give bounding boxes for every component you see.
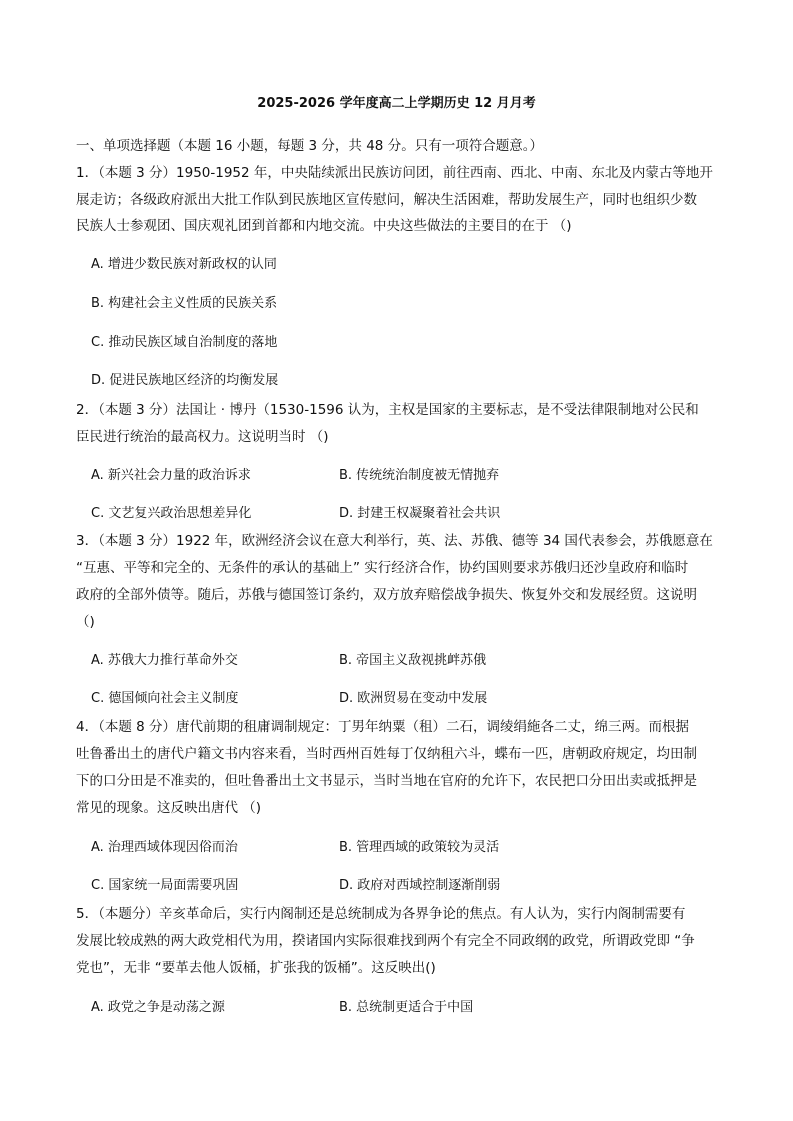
q3-stem-line-1: 3．（本题 3 分）1922 年，欧洲经济会议在意大利举行，英、法、苏俄、德等 34 国代表参会，苏俄愿意在 [76,533,713,549]
q1-stem-line-2: 展走访；各级政府派出大批工作队到民族地区宣传慰问，解决生活困难，帮助发展生产，同时也组织少数 [76,192,697,208]
q2-stem-line-1: 2．（本题 3 分）法国让 · 博丹（1530-1596 认为，主权是国家的主要标志，是不受法律限制地对公民和 [76,402,699,418]
q2-stem-line-2: 臣民进行统治的最高权力。这说明当时 （) [76,429,329,445]
q2-option-b: B. 传统统治制度被无情抛弃 [339,468,500,483]
q3-stem-line-3: 政府的全部外债等。随后，苏俄与德国签订条约，双方放弃赔偿战争损失、恢复外交和发展经贸。这说明 [76,587,697,603]
q4-option-a: A. 治理西域体现因俗而治 [91,840,238,855]
q4-option-b: B. 管理西域的政策较为灵活 [339,840,500,855]
q5-stem-line-2: 发展比较成熟的两大政党相代为用，揆诸国内实际很难找到两个有完全不同政纲的政党，所谓政党即 “争 [76,933,695,949]
q5-option-a: A. 政党之争是动荡之源 [91,1000,225,1015]
q3-option-c: C. 德国倾向社会主义制度 [91,691,239,706]
q2-option-c: C. 文艺复兴政治思想差异化 [91,506,252,521]
q5-stem-line-1: 5．（本题分）辛亥革命后，实行内阁制还是总统制成为各界争论的焦点。有人认为，实行内阁制需要有 [76,906,686,922]
q3-option-a: A. 苏俄大力推行革命外交 [91,653,238,668]
q3-option-d: D. 欧洲贸易在变动中发展 [339,691,488,706]
section-heading: 一、单项选择题（本题 16 小题，每题 3 分，共 48 分。只有一项符合题意。） [76,138,543,154]
q3-stem-line-2: “互惠、平等和完全的、无条件的承认的基础上” 实行经济合作，协约国则要求苏俄归还沙皇政府和临时 [76,560,689,576]
q4-stem-line-3: 下的口分田是不准卖的，但吐鲁番出土文书显示，当时当地在官府的允许下，农民把口分田出卖或抵押是 [76,773,697,789]
q4-option-c: C. 国家统一局面需要巩固 [91,878,239,893]
q5-option-b: B. 总统制更适合于中国 [339,1000,474,1015]
page-title: 2025-2026 学年度高二上学期历史 12 月月考 [257,96,536,111]
q3-option-b: B. 帝国主义敌视挑衅苏俄 [339,653,487,668]
q1-option-b: B. 构建社会主义性质的民族关系 [91,296,278,311]
q4-stem-line-1: 4．（本题 8 分）唐代前期的租庸调制规定：丁男年纳粟（租）二石，调绫绢絁各二丈，绵三两。而根据 [76,719,690,735]
q1-stem-line-3: 民族人士参观团、国庆观礼团到首都和内地交流。中央这些做法的主要目的在于 （) [76,218,572,234]
q3-stem-line-4: （) [76,614,95,630]
q5-stem-line-3: 党也”，无非 “要革去他人饭桶，扩张我的饭桶”。这反映出() [76,960,436,976]
q4-stem-line-4: 常见的现象。这反映出唐代 （) [76,800,262,816]
q1-option-a: A. 增进少数民族对新政权的认同 [91,257,277,272]
q1-option-d: D. 促进民族地区经济的均衡发展 [91,373,279,388]
q1-option-c: C. 推动民族区域自治制度的落地 [91,335,278,350]
q4-option-d: D. 政府对西域控制逐渐削弱 [339,878,501,893]
q2-option-d: D. 封建王权凝聚着社会共识 [339,506,501,521]
q4-stem-line-2: 吐鲁番出土的唐代户籍文书内容来看，当时西州百姓每丁仅纳租六斗，蝶布一匹，唐朝政府规定，均田制 [76,746,697,762]
q2-option-a: A. 新兴社会力量的政治诉求 [91,468,251,483]
q1-stem-line-1: 1．（本题 3 分）1950-1952 年，中央陆续派出民族访问团，前往西南、西北、中南、东北及内蒙古等地开 [76,165,713,181]
